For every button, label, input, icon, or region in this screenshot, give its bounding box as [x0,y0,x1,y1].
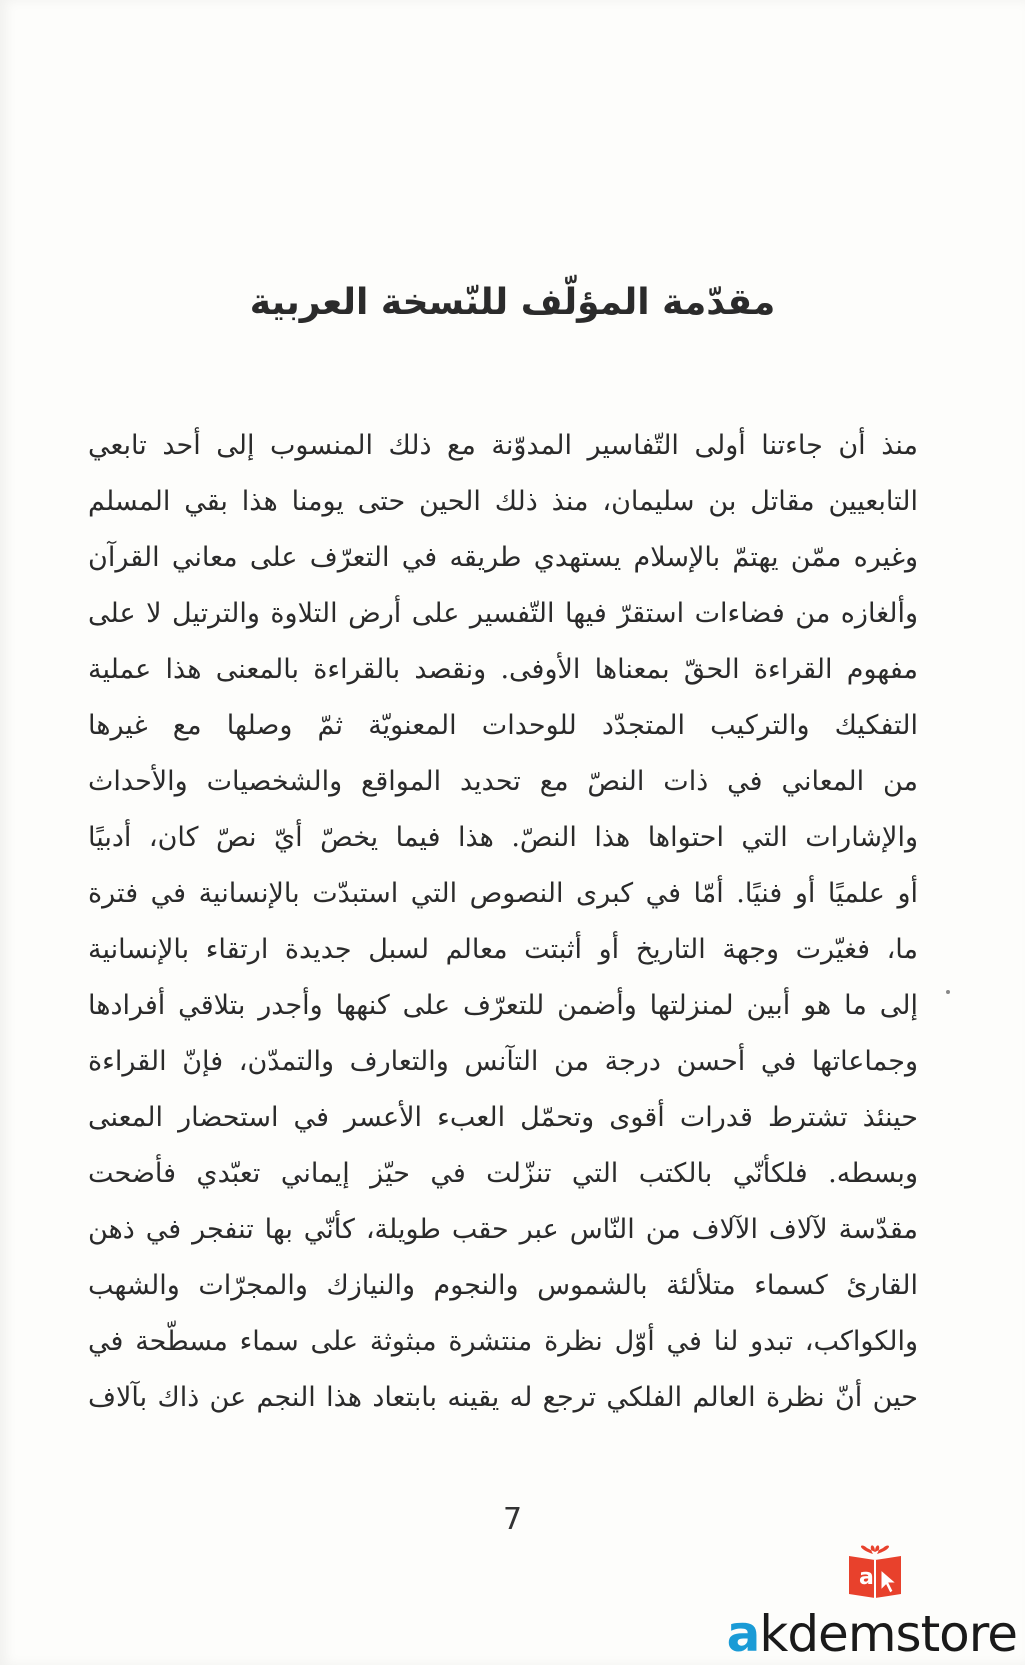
text-line: مفهوم القراءة الحقّ بمعناها الأوفى. ونقصد بالقراءة بالمعنى هذا عملية [88,654,918,685]
page-title: مقدّمة المؤلّف للنّسخة العربية [249,282,776,323]
text-line: إلى ما هو أبين لمنزلتها وأضمن للتعرّف على كنهها وأجدر بتلاقي أفرادها [88,990,918,1021]
text-line: وبسطه. فلكأنّي بالكتب التي تنزّلت في حيّز إيماني تعبّدي فأضحت [88,1158,918,1189]
logo-icon-letter: a [859,1565,874,1590]
text-line: مقدّسة لآلاف الآلاف من النّاس عبر حقب طويلة، كأنّي بها تنفجر في ذهن [88,1214,918,1245]
text-line: التابعيين مقاتل بن سليمان، منذ ذلك الحين حتى يومنا هذا بقي المسلم [88,486,918,517]
text-line: والإشارات التي احتواها هذا النصّ. هذا فيما يخصّ أيّ نصّ كان، أدبيًا [88,822,918,853]
brand-name: kdemstore [759,1605,1017,1663]
text-line: وجماعاتها في أحسن درجة من التآنس والتعارف والتمدّن، فإنّ القراءة [88,1046,918,1077]
text-line: ما، فغيّرت وجهة التاريخ أو أثبتت معالم لسبل جديدة ارتقاء بالإنسانية [88,934,918,965]
body-paragraph [88,418,918,1426]
text-line: القارئ كسماء متلألئة بالشموس والنجوم والنيازك والمجرّات والشهب [88,1270,918,1301]
text-line: حينئذ تشترط قدرات أقوى وتحمّل العبء الأعسر في استحضار المعنى [88,1102,918,1133]
text-line: أو علميًا أو فنيًا. أمّا في كبرى النصوص التي استبدّت بالإنسانية في فترة [88,878,918,909]
text-line: وغيره ممّن يهتمّ بالإسلام يستهدي طريقه في التعرّف على معاني القرآن [88,542,918,573]
text-line: حين أنّ نظرة العالم الفلكي ترجع له يقينه بابتعاد هذا النجم عن ذاك بآلاف [88,1382,918,1413]
text-line: منذ أن جاءتنا أولى التّفاسير المدوّنة مع ذلك المنسوب إلى أحد تابعي [88,430,918,461]
text-line: من المعاني في ذات النصّ مع تحديد المواقع والشخصيات والأحداث [88,766,918,797]
text-line: التفكيك والتركيب المتجدّد للوحدات المعنويّة ثمّ وصلها مع غيرها [88,710,918,741]
scan-speck [946,990,950,994]
page-number: 7 [502,1502,523,1537]
text-line: وألغازه من فضاءات استقرّ فيها التّفسير على أرض التلاوة والترتيل لا على [88,598,918,629]
brand-letter-a: a [726,1605,760,1663]
brand-watermark [727,1606,1017,1662]
book-gift-cursor-icon [845,1540,907,1602]
text-line: والكواكب، تبدو لنا في أوّل نظرة منتشرة مبثوثة على سماء مسطّحة في [88,1326,918,1357]
